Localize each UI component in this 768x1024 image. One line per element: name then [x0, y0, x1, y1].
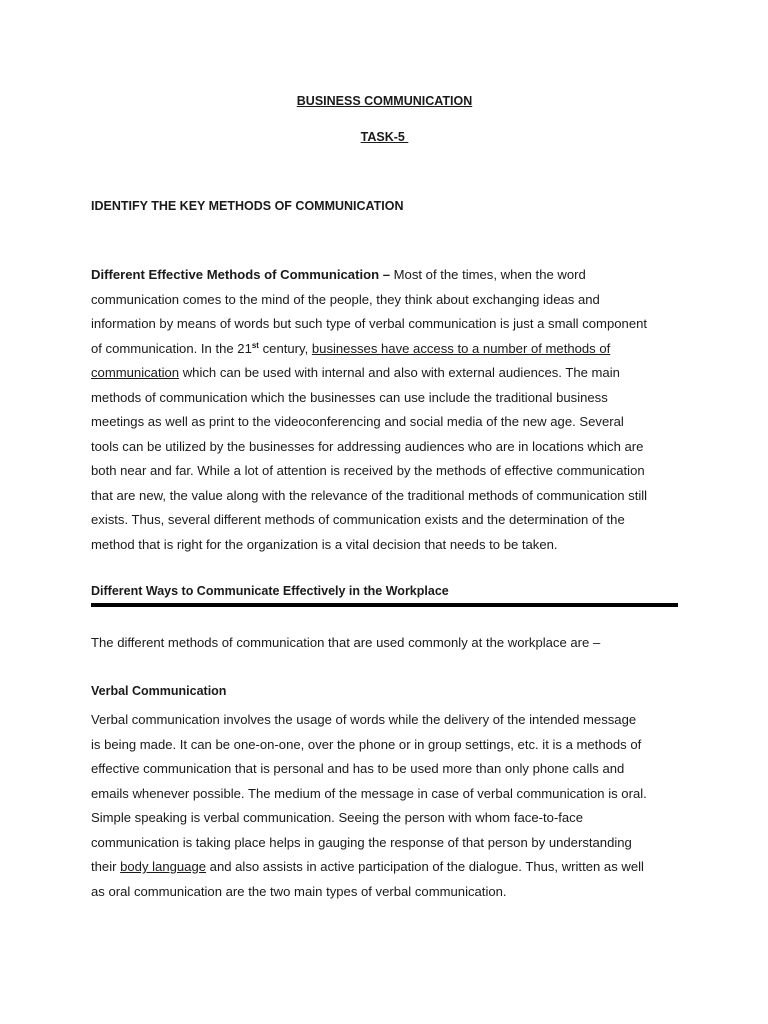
text-line: both near and far. While a lot of attention is received by the methods of effective communication [91, 463, 645, 478]
text-line: methods of communication which the businesses can use include the traditional business [91, 389, 608, 405]
text-line: meetings as well as print to the videoconferencing and social media of the new age. Several [91, 414, 624, 429]
paragraph-verbal [91, 708, 678, 904]
link-communication[interactable]: communication [91, 365, 180, 380]
superscript: st [251, 340, 259, 350]
document-title: BUSINESS COMMUNICATION [296, 94, 473, 108]
text-line: emails whenever possible. The medium of the message in case of verbal communication is oral. [91, 785, 647, 801]
text-line: Different Effective Methods of Communication – Most of the times, when the word [91, 267, 586, 282]
text-line: as oral communication are the two main types of verbal communication. [91, 883, 507, 899]
text-line: tools can be utilized by the businesses for addressing audiences who are in locations which are [91, 438, 644, 454]
text-line: of communication. In the 21st century, businesses have access to a number of methods of [91, 340, 611, 356]
text-line: communication is taking place helps in gauging the response of that person by understanding [91, 834, 632, 850]
link-body-language[interactable]: body language [120, 859, 207, 874]
text-line: The different methods of communication that are used commonly at the workplace are – [91, 635, 601, 650]
paragraph-effective-methods [91, 263, 678, 557]
text-line: Verbal communication involves the usage of words while the delivery of the intended message [91, 712, 637, 727]
text-line: exists. Thus, several different methods of communication exists and the determination of the [91, 512, 625, 527]
paragraph-lead: Different Effective Methods of Communication – [91, 267, 391, 282]
text-line: is being made. It can be one-on-one, over the phone or in group settings, etc. it is a methods of [91, 736, 642, 752]
text-line: Simple speaking is verbal communication. Seeing the person with whom face-to-face [91, 810, 583, 825]
text-line: method that is right for the organization is a vital decision that needs to be taken. [91, 536, 558, 552]
heading-verbal: Verbal Communication [91, 684, 227, 698]
paragraph-workplace-intro [91, 631, 678, 656]
heading-key-methods: IDENTIFY THE KEY METHODS OF COMMUNICATION [91, 199, 404, 213]
task-label: TASK-5 [360, 130, 409, 144]
text-line: that are new, the value along with the relevance of the traditional methods of communication still [91, 487, 648, 503]
text-line: communication which can be used with internal and also with external audiences. The main [91, 365, 620, 380]
text-line: information by means of words but such type of verbal communication is just a small component [91, 316, 648, 331]
text-line: communication comes to the mind of the people, they think about exchanging ideas and [91, 291, 600, 307]
text-line: their body language and also assists in active participation of the dialogue. Thus, written as well [91, 859, 644, 874]
heading-workplace: Different Ways to Communicate Effectively in the Workplace [91, 584, 449, 598]
text-line: effective communication that is personal and has to be used more than only phone calls and [91, 761, 625, 776]
link-methods-of-communication[interactable]: businesses have access to a number of methods of [311, 340, 611, 356]
section-divider [91, 603, 678, 607]
